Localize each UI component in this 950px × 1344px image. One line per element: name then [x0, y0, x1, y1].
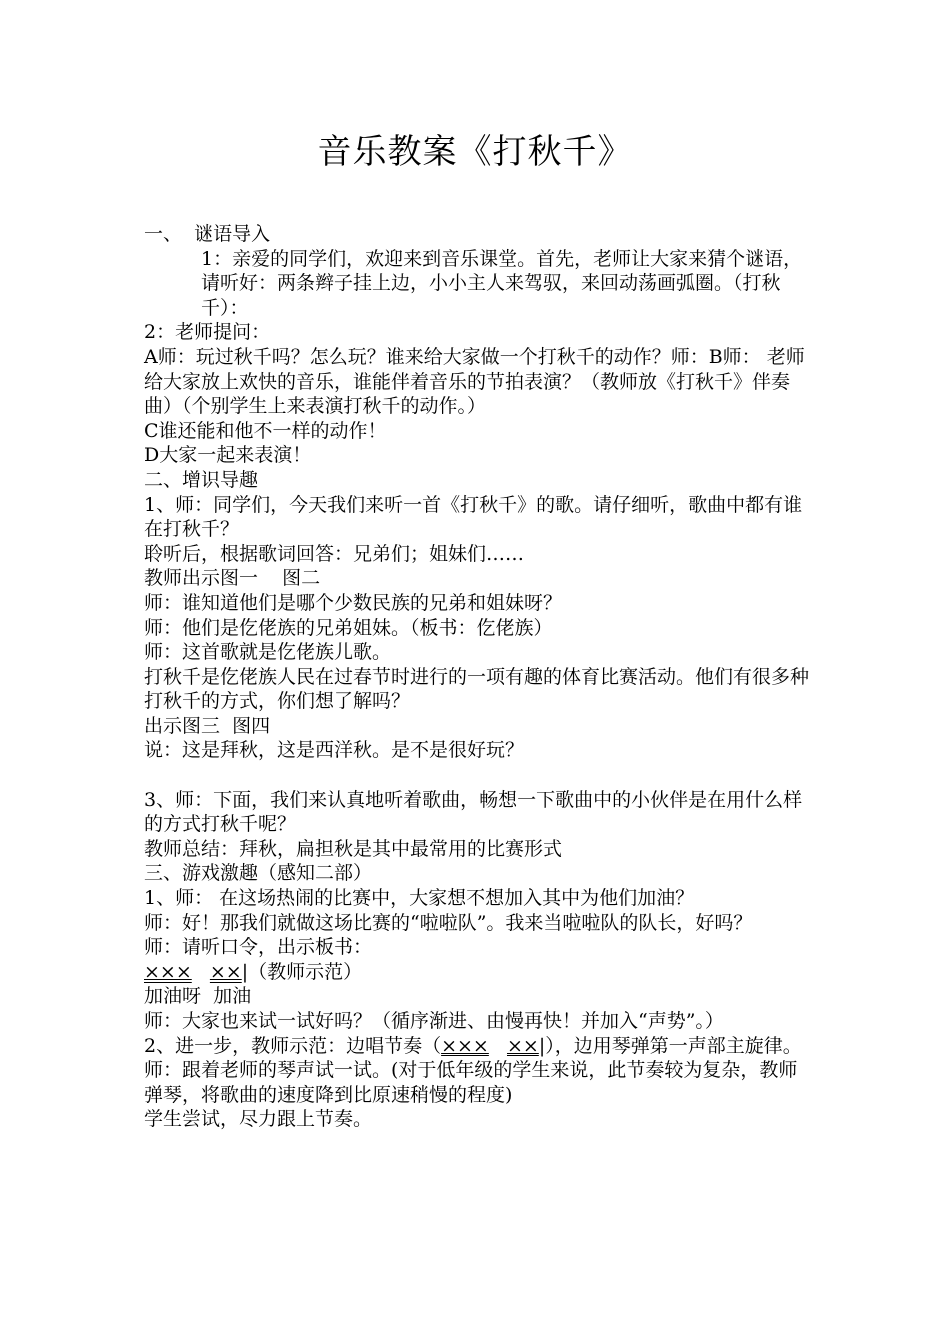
document-body	[144, 222, 812, 1132]
paragraph-riddle: 1：亲爱的同学们，欢迎来到音乐课堂。首先，老师让大家来猜个谜语，请听好：两条辫子挂上边，小小主人来驾驭，来回动荡画弧圈。（打秋千）：	[201, 247, 803, 319]
paragraph: 出示图三 图四	[144, 714, 271, 737]
section-heading-2: 二、增识导趣	[144, 468, 259, 491]
text-span: 2、进一步，教师示范：边唱节奏（	[144, 1034, 442, 1057]
rhythm-beat-2: ××	[506, 1034, 539, 1057]
paragraph: 师：谁知道他们是哪个少数民族的兄弟和姐妹呀？	[144, 591, 563, 614]
paragraph: D大家一起来表演！	[144, 444, 312, 467]
paragraph: 师：大家也来试一试好吗？（循序渐进、由慢再快！并加入“声势”。）	[144, 1010, 724, 1032]
rhythm-beat-1: ×××	[144, 960, 192, 983]
paragraph: C谁还能和他不一样的动作！	[144, 419, 387, 442]
paragraph: 师：请听口令，出示板书：	[144, 936, 373, 959]
paragraph: A师：玩过秋千吗？怎么玩？谁来给大家做一个打秋千的动作？师：B师： 老师给大家放上欢快的音乐，谁能伴着音乐的节拍表演？（教师放《打秋千》伴奏曲）（个别学生上来表演打秋千的动作。）	[144, 345, 805, 418]
rhythm-note: |（教师示范）	[241, 960, 363, 983]
section-heading-3: 三、游戏激趣（感知二部）	[144, 862, 373, 885]
paragraph: 说：这是拜秋，这是西洋秋。是不是很好玩？	[144, 739, 525, 762]
paragraph: 聆听后，根据歌词回答：兄弟们；姐妹们……	[144, 542, 525, 565]
paragraph: 学生尝试，尽力跟上节奏。	[144, 1108, 373, 1131]
paragraph: 1、师：同学们，今天我们来听一首《打秋千》的歌。请仔细听，歌曲中都有谁在打秋千？	[144, 493, 803, 541]
rhythm-beat-1: ×××	[441, 1034, 489, 1057]
paragraph: 师：这首歌就是仡佬族儿歌。	[144, 641, 392, 664]
paragraph: 教师总结：拜秋，扁担秋是其中最常用的比赛形式	[144, 837, 563, 860]
paragraph: 教师出示图一 图二	[144, 567, 321, 590]
paragraph: 师：他们是仡佬族的兄弟姐妹。（板书：仡佬族）	[144, 616, 553, 639]
paragraph: 打秋千是仡佬族人民在过春节时进行的一项有趣的体育比赛活动。他们有很多种打秋千的方式，你们想了解吗？	[144, 665, 810, 713]
rhythm-notation	[144, 960, 812, 985]
rhythm-lyrics: 加油呀 加油	[144, 985, 252, 1008]
paragraph: 1、师： 在这场热闹的比赛中，大家想不想加入其中为他们加油？	[144, 887, 695, 910]
text-span: |），边用琴弹第一声部主旋律。	[538, 1034, 802, 1057]
blank-line	[144, 763, 812, 788]
document-title: 音乐教案《打秋千》	[317, 132, 633, 172]
section-heading-1: 一、 谜语导入	[144, 223, 271, 245]
paragraph: 2：老师提问：	[144, 321, 271, 344]
paragraph	[144, 1034, 812, 1059]
paragraph: 3、师：下面，我们来认真地听着歌曲，畅想一下歌曲中的小伙伴是在用什么样的方式打秋千呢？	[144, 788, 803, 836]
paragraph: 师：好！那我们就做这场比赛的“啦啦队”。我来当啦啦队的队长，好吗？	[144, 911, 753, 934]
paragraph: 师：跟着老师的琴声试一试。(对于低年级的学生来说，此节奏较为复杂，教师弹琴，将歌曲的速度降到比原速稍慢的程度)	[144, 1059, 798, 1106]
rhythm-beat-2: ××	[209, 960, 242, 983]
